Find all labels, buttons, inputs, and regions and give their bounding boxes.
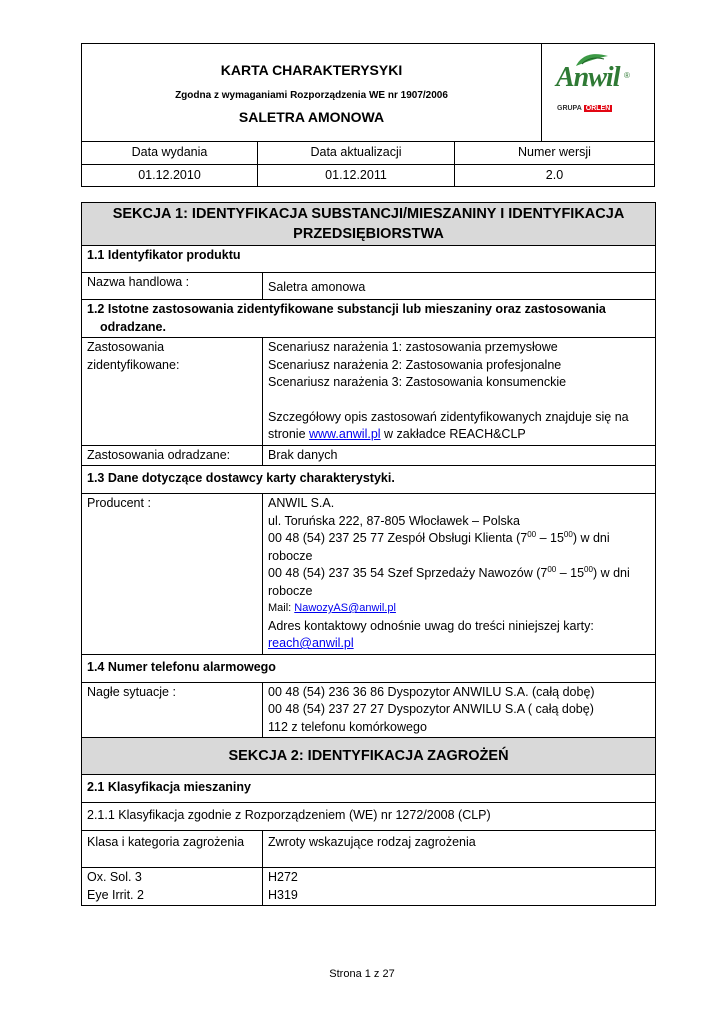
uses-detail-line2 <box>268 426 650 444</box>
phone1-dash: – 15 <box>536 531 564 545</box>
contact-line <box>268 635 650 653</box>
subsection-2-1-1: 2.1.1 Klasyfikacja zgodnie z Rozporządzeniem (WE) nr 1272/2008 (CLP) <box>82 803 656 831</box>
use-scenario-1: Scenariusz narażenia 1: zastosowania przemysłowe <box>268 340 558 354</box>
contact-text: Adres kontaktowy odnośnie uwag do treści niniejszej karty: <box>268 618 594 633</box>
phone2-text: 00 48 (54) 237 35 54 Szef Sprzedaży Nawozów (7 <box>268 566 548 580</box>
emergency-phone-1: 00 48 (54) 236 36 86 Dyspozytor ANWILU S.A. (całą dobę) <box>268 684 595 699</box>
trade-name-value: Saletra amonowa <box>263 273 656 300</box>
subsection-1-2-line1: 1.2 Istotne zastosowania zidentyfikowane substancji lub mieszaniny oraz zastosowania <box>87 302 606 316</box>
sales-phone-line2: robocze <box>268 583 313 598</box>
trade-name-label: Nazwa handlowa : <box>82 273 263 300</box>
identified-uses-label-line1: Zastosowania <box>87 340 165 354</box>
subsection-1-3: 1.3 Dane dotyczące dostawcy karty charakterystyki. <box>82 466 656 494</box>
sds-table <box>81 202 656 906</box>
producer-address: ul. Toruńska 222, 87-805 Włocławek – Polska <box>268 513 520 528</box>
logo-orlen-label: ORLEN <box>585 105 611 112</box>
phone1-tail: ) w dni <box>572 531 610 545</box>
regulation-note: Zgodna z wymaganiami Rozporządzenia WE nr 1907/2006 <box>175 90 448 101</box>
hazard-phrase-2: H319 <box>268 887 298 902</box>
version-value: 2.0 <box>545 168 564 182</box>
hazard-class-1: Ox. Sol. 3 <box>87 870 142 884</box>
section-1-heading: SEKCJA 1: IDENTYFIKACJA SUBSTANCJI/MIESZANINY I IDENTYFIKACJA PRZEDSIĘBIORSTWA <box>82 203 656 246</box>
phone1-sup-start: 00 <box>527 529 537 539</box>
emergency-phone-2: 00 48 (54) 237 27 27 Dyspozytor ANWILU S.A ( całą dobę) <box>268 702 594 716</box>
hazard-class-2: Eye Irrit. 2 <box>87 887 144 902</box>
mail-link[interactable]: NawozyAS@anwil.pl <box>294 602 396 614</box>
customer-service-phone <box>268 530 650 548</box>
emergency-phone-3: 112 z telefonu komórkowego <box>268 719 427 734</box>
issue-date-header: Data wydania <box>82 142 258 165</box>
update-date-header: Data aktualizacji <box>258 142 455 165</box>
phone1-text: 00 48 (54) 237 25 77 Zespół Obsługi Klienta (7 <box>268 531 528 545</box>
identified-uses-value <box>263 338 656 446</box>
subsection-1-4: 1.4 Numer telefonu alarmowego <box>82 654 656 682</box>
subsection-1-2-line2: odradzane. <box>100 319 166 334</box>
identified-uses-label <box>82 338 263 446</box>
discouraged-uses-value: Brak danych <box>263 445 656 466</box>
mail-label: Mail: <box>268 602 295 614</box>
subsection-1-1: 1.1 Identyfikator produktu <box>82 246 656 273</box>
subsection-1-2 <box>82 300 656 338</box>
header-columns <box>82 141 654 165</box>
customer-service-phone-line2: robocze <box>268 548 313 563</box>
identified-uses-label-line2: zidentyfikowane: <box>87 357 180 372</box>
hazard-phrases <box>263 868 656 906</box>
sales-phone <box>268 565 650 583</box>
reach-email-link[interactable]: reach@anwil.pl <box>268 636 354 650</box>
page-number: Strona 1 z 27 <box>329 968 395 980</box>
mail-line <box>268 600 650 618</box>
use-scenario-2: Scenariusz narażenia 2: Zastosowania profesjonalne <box>268 357 562 372</box>
document-title: KARTA CHARAKTERYSYKI <box>220 62 403 78</box>
subsection-2-1: 2.1 Klasyfikacja mieszaniny <box>82 775 656 803</box>
logo-registered-mark: ® <box>624 71 630 80</box>
emergency-phones <box>263 682 656 738</box>
anwil-website-link[interactable]: www.anwil.pl <box>309 427 381 441</box>
use-scenario-3: Scenariusz narażenia 3: Zastosowania konsumenckie <box>268 375 567 389</box>
hazard-phrase-1: H272 <box>268 870 298 884</box>
phone2-tail: ) w dni <box>592 566 630 580</box>
version-header: Numer wersji <box>518 145 591 159</box>
update-date-value: 01.12.2011 <box>258 165 455 187</box>
phone2-sup-start: 00 <box>547 564 557 574</box>
logo-grupa-label: GRUPA <box>557 105 582 112</box>
anwil-logo <box>542 44 654 141</box>
discouraged-uses-label: Zastosowania odradzane: <box>82 445 263 466</box>
phone2-dash: – 15 <box>556 566 585 580</box>
uses-detail-line1: Szczegółowy opis zastosowań zidentyfikowanych znajduje się na <box>268 409 629 424</box>
product-title: SALETRA AMONOWA <box>238 109 385 125</box>
header-title-block <box>82 44 542 141</box>
producer-name: ANWIL S.A. <box>268 496 335 510</box>
hazard-class-header: Klasa i kategoria zagrożenia <box>82 831 263 868</box>
document-header <box>81 43 655 187</box>
producer-details <box>263 494 656 655</box>
hazard-phrases-header: Zwroty wskazujące rodzaj zagrożenia <box>263 831 656 868</box>
header-values <box>82 164 654 187</box>
emergency-label: Nagłe sytuacje : <box>82 682 263 738</box>
uses-detail-suffix: w zakładce REACH&CLP <box>380 427 526 441</box>
issue-date-value: 01.12.2010 <box>82 165 258 187</box>
logo-group-text <box>557 105 612 112</box>
logo-brand-text: Anwil <box>556 62 620 93</box>
phone1-sup-end: 00 <box>563 529 573 539</box>
phone2-sup-end: 00 <box>584 564 593 574</box>
uses-detail-prefix: stronie <box>268 427 309 441</box>
hazard-classes <box>82 868 263 906</box>
section-2-heading: SEKCJA 2: IDENTYFIKACJA ZAGROŻEŃ <box>82 738 656 775</box>
producer-label: Producent : <box>82 494 263 655</box>
